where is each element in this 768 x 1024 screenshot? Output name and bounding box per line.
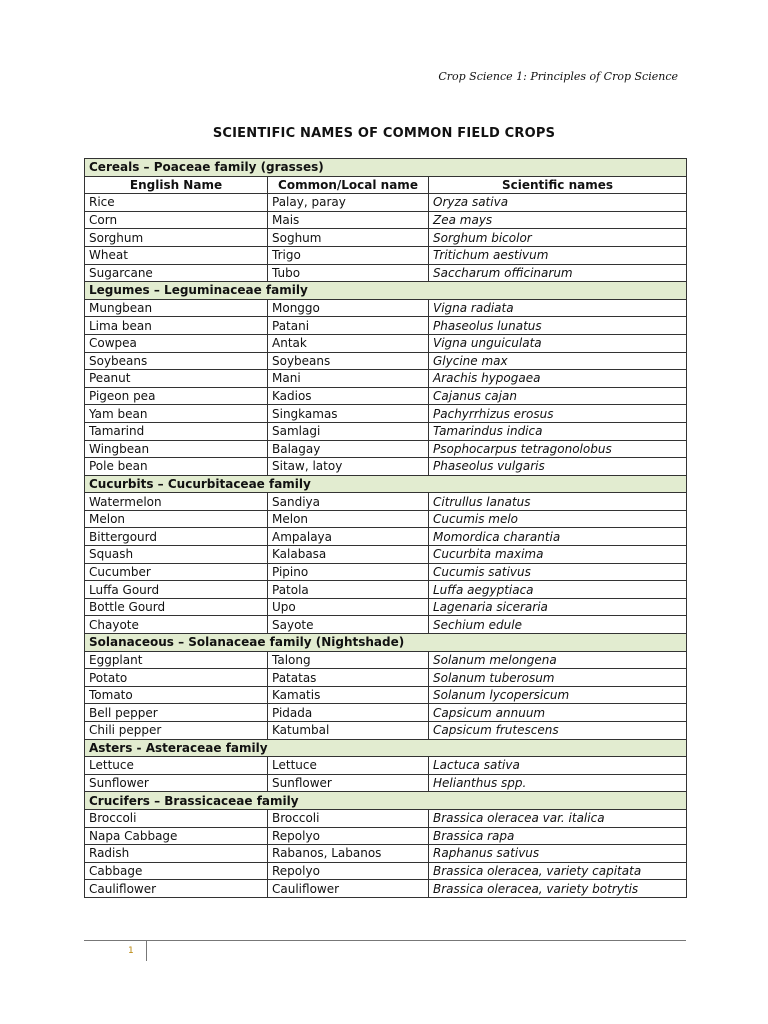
scientific-name-cell: Brassica oleracea, variety capitata	[429, 862, 687, 880]
column-header: English Name	[85, 176, 268, 194]
table-row	[85, 387, 687, 405]
local-name-cell: Patatas	[268, 669, 429, 687]
family-header-row	[85, 792, 687, 810]
family-header-row	[85, 634, 687, 652]
english-name-cell: Cucumber	[85, 563, 268, 581]
family-name: Asters - Asteraceae family	[85, 739, 687, 757]
scientific-name-cell: Tamarindus indica	[429, 422, 687, 440]
family-header-row	[85, 739, 687, 757]
local-name-cell: Pipino	[268, 563, 429, 581]
table-row	[85, 510, 687, 528]
table-row	[85, 809, 687, 827]
english-name-cell: Bittergourd	[85, 528, 268, 546]
local-name-cell: Singkamas	[268, 405, 429, 423]
local-name-cell: Melon	[268, 510, 429, 528]
scientific-name-cell: Lagenaria siceraria	[429, 598, 687, 616]
english-name-cell: Sugarcane	[85, 264, 268, 282]
local-name-cell: Katumbal	[268, 722, 429, 740]
scientific-name-cell: Cucumis melo	[429, 510, 687, 528]
english-name-cell: Sorghum	[85, 229, 268, 247]
local-name-cell: Rabanos, Labanos	[268, 845, 429, 863]
table-row	[85, 405, 687, 423]
table-row	[85, 651, 687, 669]
local-name-cell: Sayote	[268, 616, 429, 634]
english-name-cell: Eggplant	[85, 651, 268, 669]
scientific-name-cell: Psophocarpus tetragonolobus	[429, 440, 687, 458]
local-name-cell: Kalabasa	[268, 546, 429, 564]
english-name-cell: Wingbean	[85, 440, 268, 458]
scientific-name-cell: Tritichum aestivum	[429, 246, 687, 264]
scientific-name-cell: Brassica rapa	[429, 827, 687, 845]
scientific-name-cell: Momordica charantia	[429, 528, 687, 546]
table-row	[85, 440, 687, 458]
family-name: Cereals – Poaceae family (grasses)	[85, 159, 687, 177]
table-row	[85, 862, 687, 880]
english-name-cell: Yam bean	[85, 405, 268, 423]
table-row	[85, 264, 687, 282]
page-number: 1	[128, 946, 134, 956]
english-name-cell: Lima bean	[85, 317, 268, 335]
local-name-cell: Antak	[268, 334, 429, 352]
scientific-name-cell: Pachyrrhizus erosus	[429, 405, 687, 423]
scientific-name-cell: Phaseolus lunatus	[429, 317, 687, 335]
local-name-cell: Soybeans	[268, 352, 429, 370]
column-header: Common/Local name	[268, 176, 429, 194]
local-name-cell: Repolyo	[268, 862, 429, 880]
scientific-name-cell: Cajanus cajan	[429, 387, 687, 405]
table-row	[85, 370, 687, 388]
local-name-cell: Pidada	[268, 704, 429, 722]
local-name-cell: Kadios	[268, 387, 429, 405]
local-name-cell: Patani	[268, 317, 429, 335]
table-row	[85, 317, 687, 335]
table-row	[85, 211, 687, 229]
table-row	[85, 546, 687, 564]
table-row	[85, 598, 687, 616]
family-header-row	[85, 475, 687, 493]
english-name-cell: Corn	[85, 211, 268, 229]
english-name-cell: Bottle Gourd	[85, 598, 268, 616]
english-name-cell: Tomato	[85, 686, 268, 704]
english-name-cell: Watermelon	[85, 493, 268, 511]
family-header-row	[85, 159, 687, 177]
family-name: Legumes – Leguminaceae family	[85, 282, 687, 300]
scientific-name-cell: Solanum lycopersicum	[429, 686, 687, 704]
scientific-name-cell: Capsicum frutescens	[429, 722, 687, 740]
table-row	[85, 422, 687, 440]
local-name-cell: Tubo	[268, 264, 429, 282]
table-row	[85, 827, 687, 845]
english-name-cell: Rice	[85, 194, 268, 212]
english-name-cell: Peanut	[85, 370, 268, 388]
scientific-name-cell: Cucurbita maxima	[429, 546, 687, 564]
table-row	[85, 229, 687, 247]
table-row	[85, 352, 687, 370]
english-name-cell: Cowpea	[85, 334, 268, 352]
local-name-cell: Cauliflower	[268, 880, 429, 898]
local-name-cell: Mais	[268, 211, 429, 229]
local-name-cell: Broccoli	[268, 809, 429, 827]
table-row	[85, 563, 687, 581]
table-row	[85, 299, 687, 317]
table-row	[85, 880, 687, 898]
english-name-cell: Melon	[85, 510, 268, 528]
english-name-cell: Wheat	[85, 246, 268, 264]
table-row	[85, 616, 687, 634]
local-name-cell: Samlagi	[268, 422, 429, 440]
scientific-name-cell: Brassica oleracea var. italica	[429, 809, 687, 827]
table-row	[85, 669, 687, 687]
english-name-cell: Pole bean	[85, 458, 268, 476]
english-name-cell: Mungbean	[85, 299, 268, 317]
table-row	[85, 246, 687, 264]
scientific-name-cell: Solanum tuberosum	[429, 669, 687, 687]
scientific-name-cell: Lactuca sativa	[429, 757, 687, 775]
table-row	[85, 845, 687, 863]
english-name-cell: Chili pepper	[85, 722, 268, 740]
english-name-cell: Chayote	[85, 616, 268, 634]
local-name-cell: Kamatis	[268, 686, 429, 704]
family-name: Cucurbits – Cucurbitaceae family	[85, 475, 687, 493]
scientific-name-cell: Brassica oleracea, variety botrytis	[429, 880, 687, 898]
local-name-cell: Sunflower	[268, 774, 429, 792]
local-name-cell: Balagay	[268, 440, 429, 458]
scientific-name-cell: Cucumis sativus	[429, 563, 687, 581]
english-name-cell: Cauliflower	[85, 880, 268, 898]
table-row	[85, 704, 687, 722]
local-name-cell: Trigo	[268, 246, 429, 264]
scientific-name-cell: Vigna radiata	[429, 299, 687, 317]
english-name-cell: Broccoli	[85, 809, 268, 827]
running-header: Crop Science 1: Principles of Crop Science	[438, 70, 678, 83]
table-row	[85, 774, 687, 792]
english-name-cell: Radish	[85, 845, 268, 863]
table-row	[85, 528, 687, 546]
column-header-row	[85, 176, 687, 194]
table-row	[85, 493, 687, 511]
scientific-name-cell: Citrullus lanatus	[429, 493, 687, 511]
english-name-cell: Tamarind	[85, 422, 268, 440]
family-header-row	[85, 282, 687, 300]
english-name-cell: Bell pepper	[85, 704, 268, 722]
local-name-cell: Sandiya	[268, 493, 429, 511]
english-name-cell: Lettuce	[85, 757, 268, 775]
table-row	[85, 686, 687, 704]
local-name-cell: Soghum	[268, 229, 429, 247]
scientific-name-cell: Sechium edule	[429, 616, 687, 634]
table-row	[85, 458, 687, 476]
footer-rule	[84, 940, 686, 941]
local-name-cell: Upo	[268, 598, 429, 616]
local-name-cell: Lettuce	[268, 757, 429, 775]
table-row	[85, 722, 687, 740]
local-name-cell: Sitaw, latoy	[268, 458, 429, 476]
local-name-cell: Monggo	[268, 299, 429, 317]
english-name-cell: Napa Cabbage	[85, 827, 268, 845]
scientific-name-cell: Phaseolus vulgaris	[429, 458, 687, 476]
english-name-cell: Potato	[85, 669, 268, 687]
local-name-cell: Palay, paray	[268, 194, 429, 212]
footer-divider	[146, 941, 147, 961]
scientific-name-cell: Sorghum bicolor	[429, 229, 687, 247]
family-name: Solanaceous – Solanaceae family (Nightshade)	[85, 634, 687, 652]
english-name-cell: Soybeans	[85, 352, 268, 370]
scientific-name-cell: Luffa aegyptiaca	[429, 581, 687, 599]
local-name-cell: Repolyo	[268, 827, 429, 845]
scientific-name-cell: Helianthus spp.	[429, 774, 687, 792]
local-name-cell: Patola	[268, 581, 429, 599]
scientific-name-cell: Raphanus sativus	[429, 845, 687, 863]
crops-table	[84, 158, 687, 898]
scientific-name-cell: Zea mays	[429, 211, 687, 229]
scientific-name-cell: Vigna unguiculata	[429, 334, 687, 352]
table-row	[85, 581, 687, 599]
english-name-cell: Cabbage	[85, 862, 268, 880]
family-name: Crucifers – Brassicaceae family	[85, 792, 687, 810]
local-name-cell: Ampalaya	[268, 528, 429, 546]
english-name-cell: Sunflower	[85, 774, 268, 792]
scientific-name-cell: Glycine max	[429, 352, 687, 370]
crops-table-body	[85, 159, 687, 898]
scientific-name-cell: Arachis hypogaea	[429, 370, 687, 388]
table-row	[85, 194, 687, 212]
english-name-cell: Pigeon pea	[85, 387, 268, 405]
table-row	[85, 334, 687, 352]
scientific-name-cell: Capsicum annuum	[429, 704, 687, 722]
english-name-cell: Squash	[85, 546, 268, 564]
page-title: SCIENTIFIC NAMES OF COMMON FIELD CROPS	[212, 126, 556, 141]
scientific-name-cell: Saccharum officinarum	[429, 264, 687, 282]
local-name-cell: Talong	[268, 651, 429, 669]
scientific-name-cell: Solanum melongena	[429, 651, 687, 669]
scientific-name-cell: Oryza sativa	[429, 194, 687, 212]
local-name-cell: Mani	[268, 370, 429, 388]
table-row	[85, 757, 687, 775]
english-name-cell: Luffa Gourd	[85, 581, 268, 599]
column-header: Scientific names	[429, 176, 687, 194]
